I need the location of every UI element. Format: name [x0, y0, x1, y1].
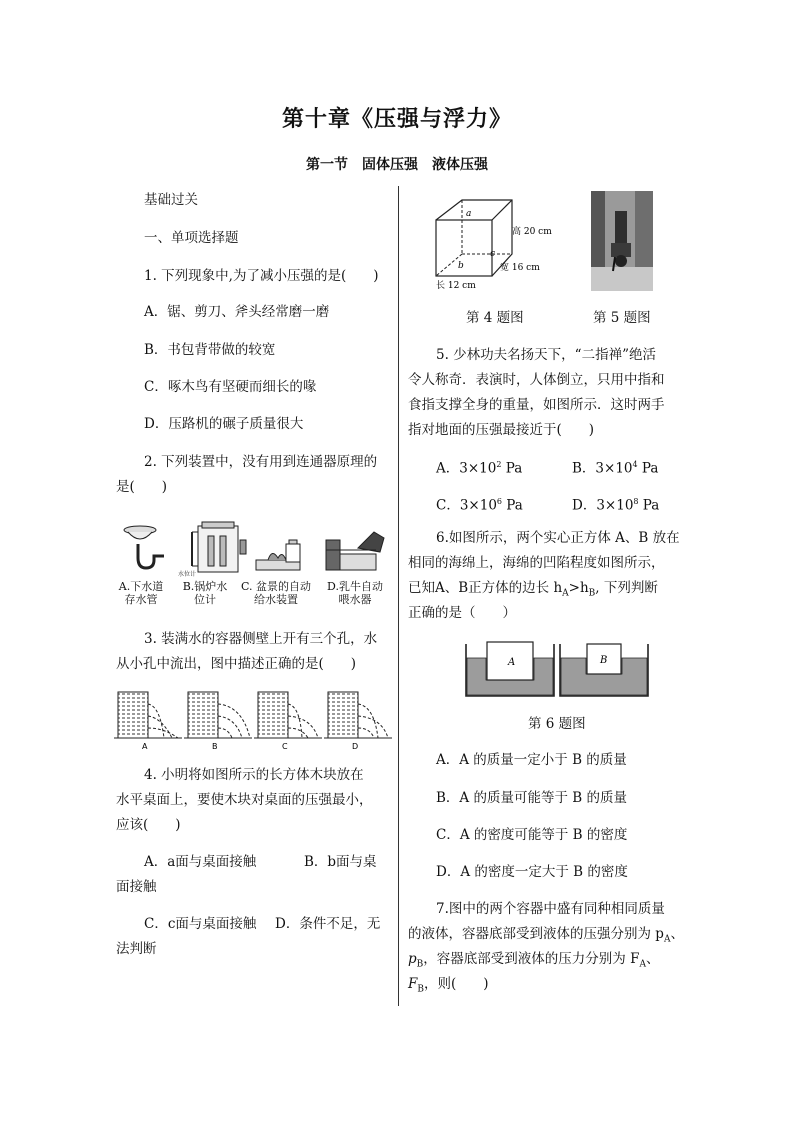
width-label: 宽 16 cm	[500, 263, 540, 273]
q2-stem-line1: 2. 下列装置中，没有用到连通器原理的	[144, 454, 378, 470]
drain-trap-drawing	[124, 526, 164, 568]
q6-line2: 相同的海绵上，海绵的凹陷程度如图所示，	[408, 555, 665, 571]
q2-caption-b-line1: B.锅炉水	[182, 580, 228, 593]
container-c	[254, 692, 322, 738]
q1-option-a: A．锯、剪刀、斧头经常磨一磨	[144, 304, 330, 320]
boiler-drawing	[178, 522, 246, 578]
face-b-label: b	[458, 261, 464, 271]
sponge-container-a	[466, 642, 554, 696]
q4-cuboid-figure	[428, 192, 568, 292]
gauge-label: 水位计	[178, 571, 197, 578]
fig6-caption: 第 6 题图	[528, 716, 586, 732]
q2-stem-line2: 是( )	[116, 479, 168, 495]
cube-b-label: B	[600, 655, 608, 666]
cube-a-label: A	[508, 657, 516, 668]
q7-line2: 的液体，容器底部受到液体的压强分别为 $p_A$、	[408, 926, 684, 945]
q6-line1: 6.如图所示，两个实心正方体 A、B 放在	[436, 530, 680, 546]
cattle-drinker-drawing	[326, 532, 384, 570]
q2-caption-d-line2: 喂水器	[338, 593, 372, 606]
q5-line1: 5. 少林功夫名扬天下，“二指禅”绝活	[436, 347, 656, 363]
q4-option-b-line1: B．b面与桌	[304, 854, 377, 870]
q4-option-b-line2: 面接触	[116, 879, 157, 895]
q4-option-c: C．c面与桌面接触	[144, 916, 257, 932]
q5-line4: 指对地面的压强最接近于( )	[408, 422, 595, 438]
q6-sponge-figure	[462, 638, 652, 700]
container-b	[184, 692, 252, 738]
section-subtitle: 第一节 固体压强 液体压强	[306, 157, 488, 173]
q2-caption-b-line2: 位计	[194, 593, 216, 606]
q7-line1: 7.图中的两个容器中盛有同种相同质量	[436, 901, 665, 917]
two-finger-handstand-photo	[591, 191, 653, 291]
q2-apparatus-figure	[112, 520, 392, 578]
q2-caption-c-line1: C. 盆景的自动	[240, 580, 312, 593]
q4-option-d-line2: 法判断	[116, 941, 157, 957]
q3-stem-line1: 3. 装满水的容器侧壁上开有三个孔，水	[144, 631, 378, 647]
face-c-label: c	[490, 249, 496, 259]
q6-option-c: C．A 的密度可能等于 B 的密度	[436, 827, 628, 843]
q6-line4: 正确的是（ ）	[408, 605, 516, 621]
q5-line3: 食指支撑全身的重量，如图所示．这时两手	[408, 397, 665, 413]
q7-line3: $p_B$，容器底部受到液体的压力分别为 $F_A$、	[408, 951, 660, 970]
q2-caption-d-line1: D.乳牛自动	[327, 580, 383, 593]
length-label: 长 12 cm	[436, 281, 476, 291]
container-a	[114, 692, 182, 738]
fig5-caption: 第 5 题图	[593, 310, 651, 326]
q4-stem-line3: 应该( )	[116, 817, 181, 833]
q6-option-d: D．A 的密度一定大于 B 的密度	[436, 864, 628, 880]
chapter-title: 第十章《压强与浮力》	[281, 106, 512, 132]
q4-stem-line2: 水平桌面上，要使木块对桌面的压强最小，	[116, 792, 373, 808]
fig4-caption: 第 4 题图	[466, 310, 524, 326]
q6-option-b: B．A 的质量可能等于 B 的质量	[436, 790, 627, 806]
q5-option-d: D．$3\times 10^8$ Pa	[572, 497, 660, 514]
container-d	[324, 692, 392, 738]
q2-caption-c-line2: 给水装置	[254, 593, 298, 606]
q5-option-b: B．$3\times 10^4$ Pa	[572, 460, 659, 477]
q2-caption-a-line1: A.下水道	[118, 580, 164, 593]
q2-caption-a-line2: 存水管	[124, 593, 158, 606]
q4-option-a: A．a面与桌面接触	[144, 854, 257, 870]
q4-stem-line1: 4. 小明将如图所示的长方体木块放在	[144, 767, 364, 783]
q3-label-c: C	[282, 742, 288, 751]
part-heading: 一、单项选择题	[144, 230, 239, 246]
sponge-container-b	[560, 644, 648, 696]
face-a-label: a	[466, 209, 472, 219]
plant-waterer-drawing	[256, 540, 300, 570]
q6-line3: 已知A、B正方体的边长 $h_A>h_B$, 下列判断	[408, 580, 658, 599]
q4-option-d-line1: D．条件不足，无	[275, 916, 381, 932]
q1-option-c: C．啄木鸟有坚硬而细长的喙	[144, 379, 317, 395]
section-heading: 基础过关	[144, 192, 198, 208]
q1-stem: 1. 下列现象中,为了减小压强的是( )	[144, 268, 379, 284]
q3-stem-line2: 从小孔中流出，图中描述正确的是( )	[116, 656, 357, 672]
q3-label-d: D	[352, 742, 359, 751]
q5-line2: 令人称奇．表演时，人体倒立，只用中指和	[408, 372, 665, 388]
q7-line4: $F_B$，则( )	[408, 976, 489, 995]
height-label: 高 20 cm	[512, 227, 552, 237]
q1-option-d: D．压路机的碾子质量很大	[144, 416, 304, 432]
q5-option-a: A．$3\times 10^2$ Pa	[436, 460, 523, 477]
q3-containers-figure	[112, 688, 392, 752]
q6-option-a: A．A 的质量一定小于 B 的质量	[436, 752, 627, 768]
q3-label-b: B	[212, 742, 218, 751]
q1-option-b: B．书包背带做的较宽	[144, 342, 276, 358]
column-divider	[398, 186, 399, 1006]
q3-label-a: A	[142, 742, 148, 751]
q5-option-c: C．$3\times 10^6$ Pa	[436, 497, 523, 514]
